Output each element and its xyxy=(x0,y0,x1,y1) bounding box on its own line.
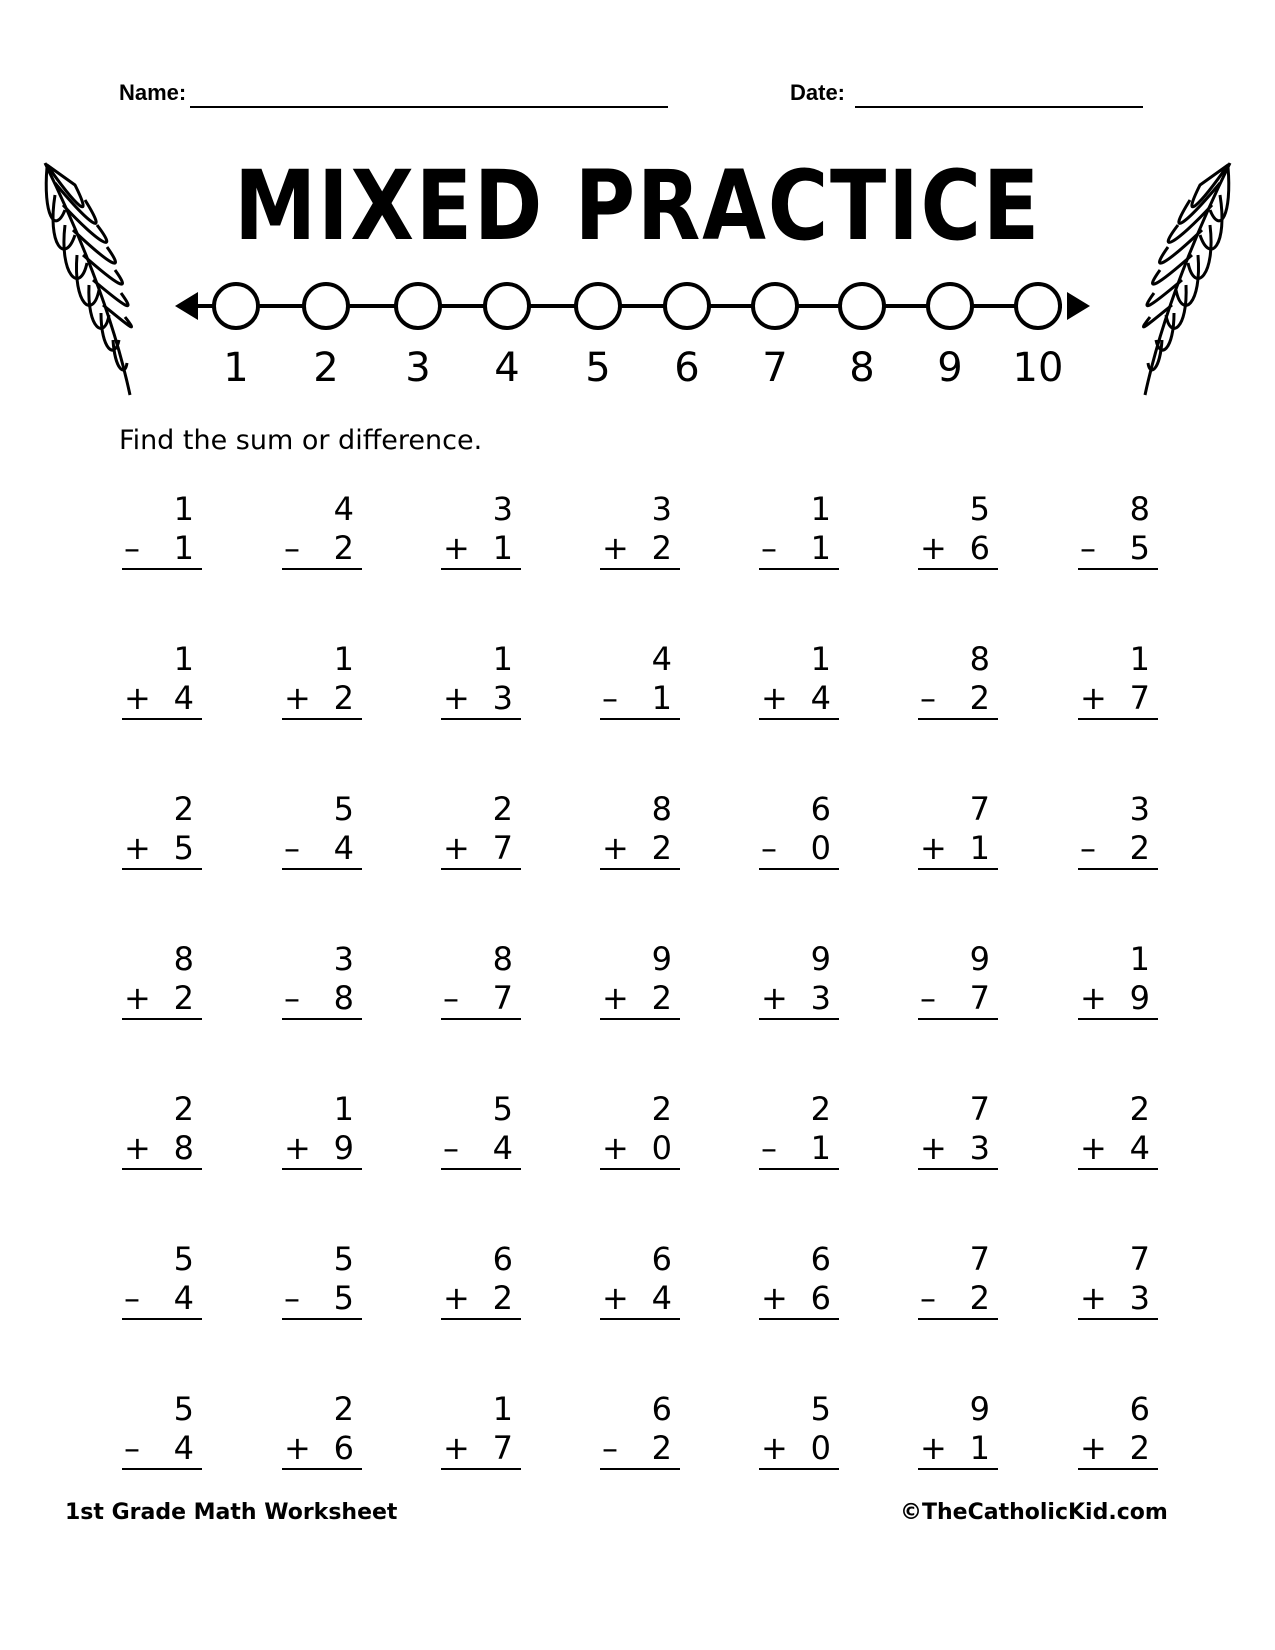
problem xyxy=(122,790,202,870)
problem-answer-line[interactable] xyxy=(918,978,998,1020)
problem-answer-line[interactable] xyxy=(122,528,202,570)
problem-bottom-number: 1 xyxy=(651,679,672,717)
problem-answer-line[interactable] xyxy=(282,1278,362,1320)
problem-operator: + xyxy=(284,679,311,717)
problem xyxy=(122,640,202,720)
problem-bottom-number: 4 xyxy=(492,1129,513,1167)
problem xyxy=(600,640,680,720)
problem-bottom-number: 5 xyxy=(333,1279,354,1317)
problem-top-number: 4 xyxy=(333,490,354,528)
problem xyxy=(441,1090,521,1170)
problem-operator: + xyxy=(602,1279,629,1317)
problem-bottom-number: 2 xyxy=(173,979,194,1017)
problem-answer-line[interactable] xyxy=(759,1428,839,1470)
problem-top-number: 1 xyxy=(492,640,513,678)
problem xyxy=(918,1240,998,1320)
number-line-circle xyxy=(753,284,797,328)
arrow-right-icon xyxy=(1067,292,1090,320)
problem xyxy=(1078,640,1158,720)
problem-answer-line[interactable] xyxy=(122,828,202,870)
problem-operator: – xyxy=(761,529,777,567)
problem xyxy=(918,640,998,720)
problem xyxy=(918,1390,998,1470)
problem-answer-line[interactable] xyxy=(441,1128,521,1170)
problem-bottom-number: 4 xyxy=(651,1279,672,1317)
problem xyxy=(600,940,680,1020)
problem-answer-line[interactable] xyxy=(441,678,521,720)
number-line-circle xyxy=(485,284,529,328)
problem xyxy=(441,640,521,720)
problem-operator: + xyxy=(920,829,947,867)
problem-bottom-number: 2 xyxy=(1129,1429,1150,1467)
problem xyxy=(918,1090,998,1170)
problem-answer-line[interactable] xyxy=(759,828,839,870)
problem xyxy=(1078,940,1158,1020)
problem-answer-line[interactable] xyxy=(600,828,680,870)
problem-operator: + xyxy=(443,679,470,717)
number-line-label: 4 xyxy=(494,345,520,391)
problem-bottom-number: 8 xyxy=(173,1129,194,1167)
problem-operator: + xyxy=(124,829,151,867)
problem xyxy=(759,790,839,870)
problem-bottom-number: 0 xyxy=(651,1129,672,1167)
problem-answer-line[interactable] xyxy=(600,678,680,720)
number-line-circle xyxy=(665,284,709,328)
problem-operator: – xyxy=(284,529,300,567)
problem-top-number: 2 xyxy=(333,1390,354,1428)
problem-top-number: 5 xyxy=(333,790,354,828)
problem xyxy=(122,940,202,1020)
problem xyxy=(122,1390,202,1470)
name-label: Name: xyxy=(119,80,187,105)
problem-answer-line[interactable] xyxy=(918,1428,998,1470)
problem-top-number: 1 xyxy=(810,490,831,528)
problem-top-number: 2 xyxy=(173,1090,194,1128)
problem xyxy=(441,940,521,1020)
problem-bottom-number: 1 xyxy=(173,529,194,567)
problem-operator: + xyxy=(1080,979,1107,1017)
problem-operator: + xyxy=(761,679,788,717)
problem-answer-line[interactable] xyxy=(918,1128,998,1170)
problem-operator: – xyxy=(284,829,300,867)
problem xyxy=(441,1240,521,1320)
number-line-label: 5 xyxy=(585,345,611,391)
problem-bottom-number: 2 xyxy=(333,679,354,717)
problem-operator: + xyxy=(602,529,629,567)
problem-operator: + xyxy=(284,1429,311,1467)
problem xyxy=(282,1090,362,1170)
arrow-left-icon xyxy=(175,292,198,320)
problem-operator: + xyxy=(761,1279,788,1317)
problem-answer-line[interactable] xyxy=(122,978,202,1020)
problem-bottom-number: 4 xyxy=(1129,1129,1150,1167)
problem-top-number: 5 xyxy=(810,1390,831,1428)
problem-bottom-number: 4 xyxy=(173,1429,194,1467)
number-line-label: 7 xyxy=(762,345,788,391)
problem-answer-line[interactable] xyxy=(282,1128,362,1170)
problem-bottom-number: 8 xyxy=(333,979,354,1017)
problem xyxy=(1078,1390,1158,1470)
problem-top-number: 4 xyxy=(651,640,672,678)
problem-bottom-number: 7 xyxy=(492,1429,513,1467)
problem-operator: + xyxy=(761,979,788,1017)
problem-operator: + xyxy=(602,829,629,867)
problem-answer-line[interactable] xyxy=(759,1128,839,1170)
problem-answer-line[interactable] xyxy=(1078,528,1158,570)
problem-answer-line[interactable] xyxy=(441,1278,521,1320)
problem-top-number: 7 xyxy=(1129,1240,1150,1278)
problem-operator: + xyxy=(443,829,470,867)
problem-operator: + xyxy=(1080,1279,1107,1317)
problem-answer-line[interactable] xyxy=(1078,1128,1158,1170)
number-line-circle xyxy=(840,284,884,328)
problem-top-number: 1 xyxy=(1129,940,1150,978)
problem-operator: + xyxy=(920,1129,947,1167)
problem-bottom-number: 0 xyxy=(810,1429,831,1467)
problem-bottom-number: 3 xyxy=(810,979,831,1017)
problem-answer-line[interactable] xyxy=(1078,678,1158,720)
problem-top-number: 3 xyxy=(651,490,672,528)
problem-top-number: 6 xyxy=(810,790,831,828)
problem-answer-line[interactable] xyxy=(122,1278,202,1320)
problem-answer-line[interactable] xyxy=(441,828,521,870)
problem-top-number: 9 xyxy=(651,940,672,978)
number-line-circle xyxy=(1016,284,1060,328)
problem-operator: + xyxy=(443,1429,470,1467)
problem-top-number: 8 xyxy=(651,790,672,828)
problem-bottom-number: 1 xyxy=(810,1129,831,1167)
problem-top-number: 5 xyxy=(173,1240,194,1278)
problem-bottom-number: 3 xyxy=(492,679,513,717)
problem-top-number: 9 xyxy=(810,940,831,978)
problem-top-number: 6 xyxy=(492,1240,513,1278)
problem-bottom-number: 6 xyxy=(333,1429,354,1467)
problem-bottom-number: 3 xyxy=(1129,1279,1150,1317)
problem-operator: – xyxy=(602,1429,618,1467)
problem-operator: – xyxy=(124,529,140,567)
problem xyxy=(600,790,680,870)
problem-answer-line[interactable] xyxy=(1078,828,1158,870)
problem-bottom-number: 4 xyxy=(173,1279,194,1317)
problem-bottom-number: 7 xyxy=(492,979,513,1017)
problem-answer-line[interactable] xyxy=(282,828,362,870)
number-line-label: 10 xyxy=(1012,345,1064,391)
date-label: Date: xyxy=(790,80,846,105)
problem-answer-line[interactable] xyxy=(600,1278,680,1320)
problem xyxy=(600,1090,680,1170)
problem-bottom-number: 7 xyxy=(492,829,513,867)
problem-top-number: 3 xyxy=(492,490,513,528)
problem-answer-line[interactable] xyxy=(759,528,839,570)
problem-operator: + xyxy=(124,979,151,1017)
problem xyxy=(1078,490,1158,570)
problem-top-number: 6 xyxy=(810,1240,831,1278)
problem-bottom-number: 1 xyxy=(969,1429,990,1467)
problem-operator: + xyxy=(284,1129,311,1167)
problem-top-number: 1 xyxy=(173,640,194,678)
problem-bottom-number: 2 xyxy=(651,529,672,567)
number-line-circle xyxy=(304,284,348,328)
number-line-label: 9 xyxy=(937,345,963,391)
problem-answer-line[interactable] xyxy=(600,528,680,570)
problem-top-number: 1 xyxy=(333,1090,354,1128)
problem-operator: + xyxy=(920,529,947,567)
problem xyxy=(600,1390,680,1470)
problem-bottom-number: 2 xyxy=(651,1429,672,1467)
problem xyxy=(759,640,839,720)
problem-answer-line[interactable] xyxy=(122,1428,202,1470)
problem-operator: + xyxy=(920,1429,947,1467)
number-line-label: 3 xyxy=(405,345,431,391)
footer-right: ©TheCatholicKid.com xyxy=(900,1500,1168,1525)
problem-operator: + xyxy=(124,1129,151,1167)
problem-top-number: 1 xyxy=(333,640,354,678)
problem-bottom-number: 1 xyxy=(810,529,831,567)
problem xyxy=(441,1390,521,1470)
number-line-circle xyxy=(576,284,620,328)
problem xyxy=(441,490,521,570)
problem-operator: – xyxy=(124,1429,140,1467)
problem-top-number: 8 xyxy=(1129,490,1150,528)
problem-operator: + xyxy=(443,529,470,567)
problem-operator: + xyxy=(443,1279,470,1317)
problem xyxy=(282,1240,362,1320)
problem xyxy=(282,490,362,570)
problem-bottom-number: 2 xyxy=(492,1279,513,1317)
problem xyxy=(282,1390,362,1470)
problem-bottom-number: 1 xyxy=(969,829,990,867)
problem-bottom-number: 7 xyxy=(1129,679,1150,717)
problem-answer-line[interactable] xyxy=(600,1128,680,1170)
problem-bottom-number: 3 xyxy=(969,1129,990,1167)
problem-top-number: 7 xyxy=(969,1090,990,1128)
problem-bottom-number: 2 xyxy=(969,679,990,717)
problem-top-number: 1 xyxy=(173,490,194,528)
problem-answer-line[interactable] xyxy=(918,678,998,720)
problem-answer-line[interactable] xyxy=(441,528,521,570)
problem-answer-line[interactable] xyxy=(122,1128,202,1170)
problem xyxy=(1078,790,1158,870)
problem xyxy=(759,940,839,1020)
problem-top-number: 2 xyxy=(173,790,194,828)
problem-bottom-number: 4 xyxy=(333,829,354,867)
instructions: Find the sum or difference. xyxy=(119,425,483,456)
problem-bottom-number: 6 xyxy=(969,529,990,567)
problem-top-number: 6 xyxy=(1129,1390,1150,1428)
problem xyxy=(759,1390,839,1470)
problem-operator: + xyxy=(124,679,151,717)
problem-operator: – xyxy=(920,979,936,1017)
problem-top-number: 9 xyxy=(969,940,990,978)
problem-bottom-number: 0 xyxy=(810,829,831,867)
problem-answer-line[interactable] xyxy=(441,1428,521,1470)
problem-answer-line[interactable] xyxy=(441,978,521,1020)
problem-answer-line[interactable] xyxy=(918,828,998,870)
problem-operator: – xyxy=(443,1129,459,1167)
problem-answer-line[interactable] xyxy=(600,978,680,1020)
problem-answer-line[interactable] xyxy=(759,1278,839,1320)
problem-bottom-number: 2 xyxy=(969,1279,990,1317)
problem-top-number: 6 xyxy=(651,1390,672,1428)
number-line-circle xyxy=(928,284,972,328)
problem-bottom-number: 4 xyxy=(173,679,194,717)
problem xyxy=(1078,1240,1158,1320)
problem-operator: – xyxy=(761,1129,777,1167)
problem-operator: – xyxy=(284,1279,300,1317)
number-line-label: 8 xyxy=(849,345,875,391)
problem xyxy=(282,790,362,870)
problem-bottom-number: 2 xyxy=(651,829,672,867)
problem-top-number: 6 xyxy=(651,1240,672,1278)
problem-answer-line[interactable] xyxy=(122,678,202,720)
problem xyxy=(1078,1090,1158,1170)
problem-operator: + xyxy=(602,979,629,1017)
problem-operator: + xyxy=(1080,679,1107,717)
problem-top-number: 3 xyxy=(1129,790,1150,828)
problem-answer-line[interactable] xyxy=(918,1278,998,1320)
problem-bottom-number: 9 xyxy=(1129,979,1150,1017)
problem-top-number: 7 xyxy=(969,790,990,828)
problem-top-number: 1 xyxy=(1129,640,1150,678)
problem-top-number: 2 xyxy=(1129,1090,1150,1128)
problem-operator: + xyxy=(761,1429,788,1467)
problem xyxy=(759,1090,839,1170)
number-line-label: 2 xyxy=(313,345,339,391)
problem-operator: – xyxy=(920,679,936,717)
problem-bottom-number: 5 xyxy=(173,829,194,867)
problem-top-number: 2 xyxy=(651,1090,672,1128)
number-line xyxy=(0,0,1275,340)
problem-bottom-number: 5 xyxy=(1129,529,1150,567)
problem-operator: – xyxy=(1080,529,1096,567)
problem-top-number: 5 xyxy=(173,1390,194,1428)
number-line-label: 1 xyxy=(223,345,249,391)
number-line-circle xyxy=(396,284,440,328)
problem-top-number: 1 xyxy=(492,1390,513,1428)
problem-answer-line[interactable] xyxy=(282,678,362,720)
problem-operator: – xyxy=(124,1279,140,1317)
problem-answer-line[interactable] xyxy=(1078,1278,1158,1320)
problem-answer-line[interactable] xyxy=(600,1428,680,1470)
problem-operator: – xyxy=(602,679,618,717)
problem xyxy=(122,490,202,570)
problem-top-number: 5 xyxy=(333,1240,354,1278)
number-line-label: 6 xyxy=(674,345,700,391)
page-title: MIXED PRACTICE xyxy=(234,150,1041,262)
footer-left: 1st Grade Math Worksheet xyxy=(65,1500,398,1525)
problem xyxy=(122,1090,202,1170)
problem-top-number: 8 xyxy=(173,940,194,978)
problem-top-number: 2 xyxy=(810,1090,831,1128)
problem-bottom-number: 6 xyxy=(810,1279,831,1317)
problem-top-number: 9 xyxy=(969,1390,990,1428)
problem-answer-line[interactable] xyxy=(759,978,839,1020)
problem-bottom-number: 7 xyxy=(969,979,990,1017)
problem-answer-line[interactable] xyxy=(759,678,839,720)
number-line-circle xyxy=(214,284,258,328)
problem-operator: + xyxy=(1080,1129,1107,1167)
problem-operator: – xyxy=(1080,829,1096,867)
problem-bottom-number: 9 xyxy=(333,1129,354,1167)
problem xyxy=(282,640,362,720)
problem-bottom-number: 2 xyxy=(651,979,672,1017)
problem-top-number: 5 xyxy=(969,490,990,528)
problem-answer-line[interactable] xyxy=(918,528,998,570)
problem xyxy=(282,940,362,1020)
problem-operator: – xyxy=(920,1279,936,1317)
problem-bottom-number: 4 xyxy=(810,679,831,717)
problem xyxy=(918,940,998,1020)
problem-top-number: 7 xyxy=(969,1240,990,1278)
problem-answer-line[interactable] xyxy=(282,978,362,1020)
problem-top-number: 1 xyxy=(810,640,831,678)
problem-top-number: 8 xyxy=(969,640,990,678)
problem xyxy=(918,490,998,570)
problem xyxy=(441,790,521,870)
problem-operator: – xyxy=(761,829,777,867)
problem-operator: – xyxy=(443,979,459,1017)
problem xyxy=(600,490,680,570)
problem-bottom-number: 1 xyxy=(492,529,513,567)
problem-operator: + xyxy=(1080,1429,1107,1467)
problem-bottom-number: 2 xyxy=(1129,829,1150,867)
problem xyxy=(759,490,839,570)
problem-top-number: 5 xyxy=(492,1090,513,1128)
problem xyxy=(918,790,998,870)
problem-top-number: 3 xyxy=(333,940,354,978)
problem-bottom-number: 2 xyxy=(333,529,354,567)
problem-answer-line[interactable] xyxy=(282,1428,362,1470)
problem xyxy=(600,1240,680,1320)
problem-operator: – xyxy=(284,979,300,1017)
problem-answer-line[interactable] xyxy=(282,528,362,570)
problem xyxy=(759,1240,839,1320)
problem xyxy=(122,1240,202,1320)
problem-answer-line[interactable] xyxy=(1078,978,1158,1020)
problem-top-number: 2 xyxy=(492,790,513,828)
problem-answer-line[interactable] xyxy=(1078,1428,1158,1470)
problem-operator: + xyxy=(602,1129,629,1167)
problem-top-number: 8 xyxy=(492,940,513,978)
